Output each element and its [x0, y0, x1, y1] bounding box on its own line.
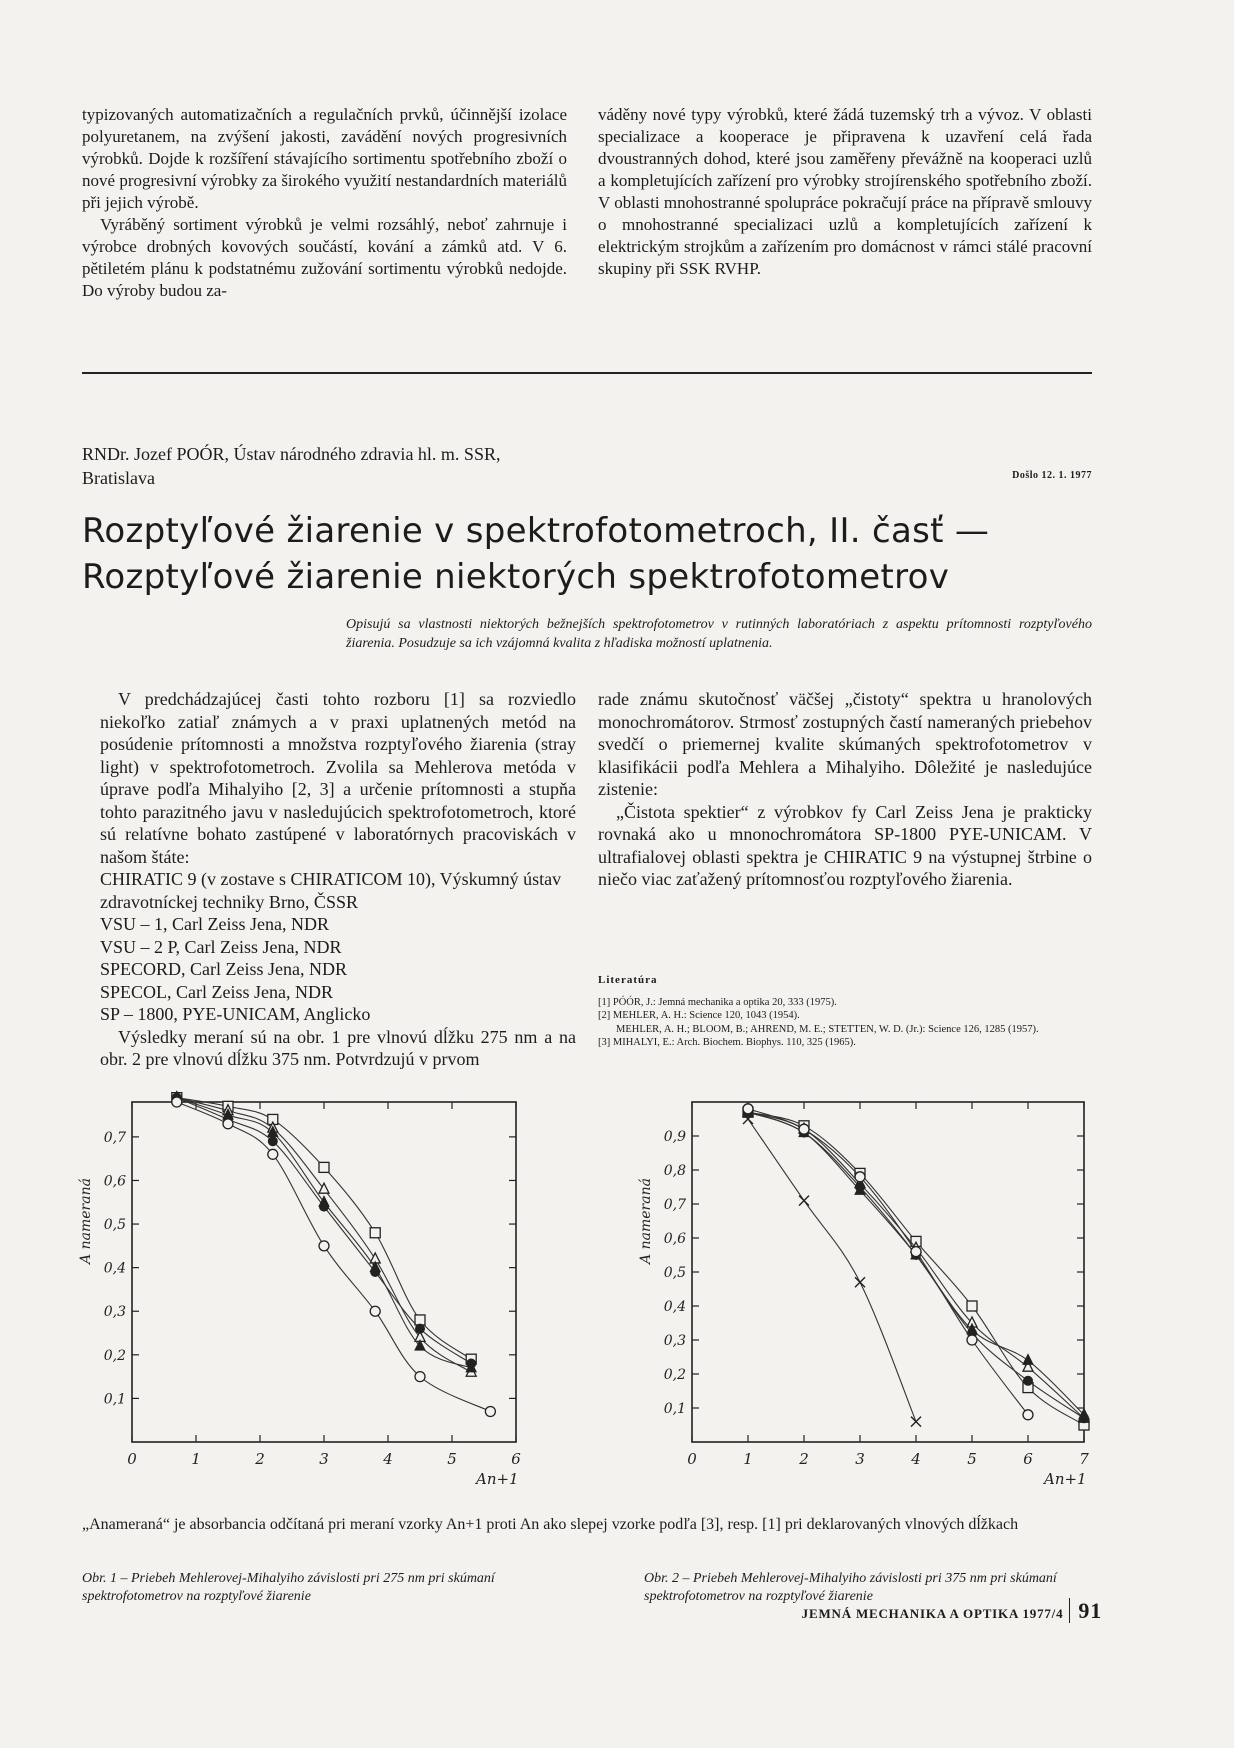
data-point-circle — [799, 1124, 809, 1134]
x-tick-label: 3 — [319, 1450, 329, 1468]
y-tick-label: 0,6 — [663, 1231, 686, 1247]
x-tick-label: 0 — [687, 1450, 697, 1468]
data-point-filled-circle — [370, 1267, 380, 1277]
y-tick-label: 0,2 — [663, 1367, 686, 1383]
list-item: VSU – 2 P, Carl Zeiss Jena, NDR — [100, 936, 342, 957]
y-tick-label: 0,1 — [103, 1391, 126, 1408]
reference-item: [1] PÓÓR, J.: Jemná mechanika a optika 20, 333 (1975). — [598, 996, 837, 1008]
y-tick-label: 0,4 — [103, 1260, 126, 1277]
list-item: SPECOL, Carl Zeiss Jena, NDR — [100, 981, 333, 1002]
top-right-column — [598, 104, 1092, 280]
series-curve — [177, 1098, 471, 1360]
x-tick-label: 6 — [511, 1450, 521, 1468]
data-point-circle — [967, 1335, 977, 1345]
data-point-circle — [855, 1172, 865, 1182]
data-point-circle — [319, 1241, 329, 1251]
x-tick-label: 5 — [447, 1450, 457, 1468]
x-tick-label: 0 — [127, 1450, 137, 1468]
series-curve — [177, 1098, 471, 1364]
y-tick-label: 0,5 — [663, 1265, 686, 1281]
paragraph: „Čistota spektier“ z výrobkov fy Carl Zeiss Jena je prakticky rovnaká ako u mnonochromátora SP-1800 PYE-UNICAM. V ultrafialovej oblasti spektra je CHIRATIC 9 na výstupnej štrbine o niečo viac zaťažený prítomnosťou rozptyľového žiarenia. — [598, 801, 1092, 889]
paragraph: Výsledky meraní sú na obr. 1 pre vlnovú dĺžku 275 nm a na obr. 2 pre vlnovú dĺžku 375 nm. Potvrdzujú v prvom — [100, 1026, 576, 1069]
y-tick-label: 0,9 — [663, 1129, 686, 1145]
y-tick-label: 0,3 — [663, 1333, 686, 1349]
y-tick-label: 0,7 — [103, 1129, 126, 1146]
data-point-circle — [370, 1306, 380, 1316]
series-curve — [748, 1112, 1084, 1425]
figure-2-chart — [634, 1090, 1104, 1490]
data-point-circle — [1023, 1410, 1033, 1420]
data-point-filled-circle — [1079, 1413, 1089, 1423]
data-point-filled-circle — [855, 1182, 865, 1192]
x-tick-label: 1 — [191, 1450, 201, 1468]
x-axis-label: An+1 — [1044, 1470, 1087, 1488]
reference-item: [3] MIHALYI, E.: Arch. Biochem. Biophys. 110, 325 (1965). — [598, 1037, 856, 1048]
x-axis-label: An+1 — [476, 1470, 519, 1488]
figure-2-caption: Obr. 2 – Priebeh Mehlerovej-Mihalyiho závislosti pri 375 nm pri skúmaní spektrofotometrov na rozptyľové žiarenie — [644, 1571, 1057, 1604]
abstract: Opisujú sa vlastnosti niektorých bežnejších spektrofotometrov v rutinných laboratóriach z aspektu prítomnosti rozptyľového žiarenia. Posudzuje sa ich vzájomná kvalita z hľadiska možností uplatnenia. — [346, 617, 1092, 651]
y-axis-label: A nameraná — [78, 1178, 94, 1264]
series-curve — [748, 1119, 916, 1422]
x-tick-label: 1 — [743, 1450, 753, 1468]
data-point-square — [415, 1315, 425, 1325]
reference-item: MEHLER, A. H.; BLOOM, B.; AHREND, M. E.; STETTEN, W. D. (Jr.): Science 126, 1285 (1957). — [616, 1023, 1039, 1035]
author-block — [82, 442, 500, 490]
references-heading: Literatúra — [598, 974, 658, 986]
x-tick-label: 7 — [1079, 1450, 1089, 1468]
series-curve — [177, 1098, 471, 1373]
y-tick-label: 0,5 — [103, 1217, 126, 1234]
reference-item: [2] MEHLER, A. H.: Science 120, 1043 (1954). — [598, 1010, 800, 1021]
paragraph: typizovaných automatizačních a regulačních prvků, účinnější izolace polyuretanem, na zvýšení jakosti, zavádění nových progresivních výrobků. Dojde k rozšíření stávajícího sortimentu spotřebního zboží o nové progresivní výrobky za širokého využití nestandardních materiálů při jejich výrobě. — [82, 105, 567, 212]
instrument-list — [100, 868, 576, 1026]
author-line: RNDr. Jozef POÓR, Ústav národného zdravia hl. m. SSR, — [82, 444, 501, 464]
x-tick-label: 5 — [967, 1450, 977, 1468]
series-curve — [748, 1112, 1084, 1418]
data-point-circle — [485, 1406, 495, 1416]
data-point-filled-circle — [319, 1202, 329, 1212]
list-item: SPECORD, Carl Zeiss Jena, NDR — [100, 959, 347, 979]
data-point-circle — [172, 1097, 182, 1107]
series-curve — [748, 1109, 1028, 1415]
y-tick-label: 0,4 — [663, 1299, 686, 1315]
list-item: VSU – 1, Carl Zeiss Jena, NDR — [100, 914, 329, 934]
section-divider — [82, 372, 1092, 374]
page-number: 91 — [1069, 1598, 1102, 1623]
plot-frame — [132, 1102, 516, 1442]
figure-1-chart — [80, 1090, 540, 1490]
paragraph: V predchádzajúcej časti tohto rozboru [1] sa rozviedlo niekoľko zatiaľ známych a v praxi uplatnených metód na posúdenie prítomnosti a množstva rozptyľového žiarenia (stray light) v spektrofotometroch. Zvolila sa Mehlerova metóda v úprave podľa Mihalyiho [2, 3] a určenie prítomnosti a stupňa tohto parazitného javu v nasledujúcich spektrofotometroch, ktoré sú relatívne bohato zastúpené v laboratórnych pracoviskách v našom štáte: — [100, 689, 576, 867]
x-tick-label: 2 — [255, 1450, 265, 1468]
y-axis-label: A nameraná — [638, 1178, 654, 1264]
x-tick-label: 3 — [855, 1450, 865, 1468]
x-tick-label: 4 — [911, 1450, 921, 1468]
x-tick-label: 4 — [383, 1450, 393, 1468]
figure-1-caption: Obr. 1 – Priebeh Mehlerovej-Mihalyiho závislosti pri 275 nm pri skúmaní spektrofotometrov na rozptyľové žiarenie — [82, 1571, 495, 1604]
paragraph: rade známu skutočnosť väčšej „čistoty“ spektra u hranolových monochromátorov. Strmosť zostupných častí nameraných priebehov svedčí o priemernej kvalite skúmaných spektrofotometrov v klasifikácii podľa Mehlera a Mihalyiho. Dôležité je nasledujúce zistenie: — [598, 689, 1092, 799]
series-curve — [177, 1102, 491, 1411]
data-point-circle — [743, 1104, 753, 1114]
references — [598, 974, 1092, 1050]
list-item: CHIRATIC 9 (v zostave s CHIRATICOM 10), Výskumný ústav zdravotníckej techniky Brno, ČSSR — [100, 869, 562, 912]
body-left-column — [100, 688, 576, 1071]
x-tick-label: 2 — [799, 1450, 809, 1468]
y-tick-label: 0,6 — [103, 1173, 126, 1190]
y-tick-label: 0,3 — [103, 1304, 126, 1321]
article-title: Rozptyľové žiarenie v spektrofotometroch, II. časť — Rozptyľové žiarenie niektorých spektrofotometrov — [82, 511, 990, 597]
page-footer — [802, 1598, 1102, 1624]
author-city: Bratislava — [82, 468, 155, 488]
data-point-filled-circle — [1023, 1376, 1033, 1386]
data-point-filled-circle — [415, 1324, 425, 1334]
figure-note: „Anameraná“ je absorbancia odčítaná pri meraní vzorky An+1 proti An ako slepej vzorke podľa [3], resp. [1] pri deklarovaných vlnových dĺžkach — [82, 1516, 1019, 1533]
y-tick-label: 0,1 — [663, 1401, 686, 1417]
data-point-circle — [415, 1372, 425, 1382]
y-tick-label: 0,2 — [103, 1347, 126, 1364]
x-tick-label: 6 — [1023, 1450, 1033, 1468]
data-point-filled-circle — [466, 1359, 476, 1369]
list-item: SP – 1800, PYE-UNICAM, Anglicko — [100, 1004, 371, 1024]
y-tick-label: 0,8 — [663, 1163, 686, 1179]
data-point-circle — [911, 1247, 921, 1257]
data-point-filled-circle — [268, 1136, 278, 1146]
data-point-circle — [223, 1119, 233, 1129]
data-point-circle — [268, 1149, 278, 1159]
series-curve — [748, 1112, 1084, 1415]
data-point-square — [319, 1162, 329, 1172]
journal-name: JEMNÁ MECHANIKA A OPTIKA 1977/4 — [801, 1606, 1064, 1621]
data-point-square — [370, 1228, 380, 1238]
received-date: Došlo 12. 1. 1977 — [1012, 470, 1092, 481]
top-left-column — [82, 104, 567, 302]
data-point-filled-triangle — [1023, 1354, 1033, 1364]
paragraph: Vyráběný sortiment výrobků je velmi rozsáhlý, neboť zahrnuje i výrobce drobných kovových součástí, kování a zámků atd. V 6. pětiletém plánu k podstatnému zužování sortimentu výrobků nedojde. Do výroby budou za- — [82, 215, 567, 300]
body-right-column — [598, 688, 1092, 891]
data-point-square — [967, 1301, 977, 1311]
y-tick-label: 0,7 — [663, 1197, 686, 1213]
paragraph: váděny nové typy výrobků, které žádá tuzemský trh a vývoz. V oblasti specializace a kooperace je připravena k uzavření celá řada dvoustranných dohod, které jsou zaměřeny převážně na kooperaci uzlů a kompletujících zařízení pro výrobky strojírenského spotřebního zboží. V oblasti mnohostranné spolupráce pokračují práce na přípravě smlouvy o mnohostranné specializaci uzlů a kompletujících zařízení k elektrickým strojkům a zařízením pro domácnost v rámci stálé pracovní skupiny při SSK RVHP. — [598, 105, 1092, 278]
